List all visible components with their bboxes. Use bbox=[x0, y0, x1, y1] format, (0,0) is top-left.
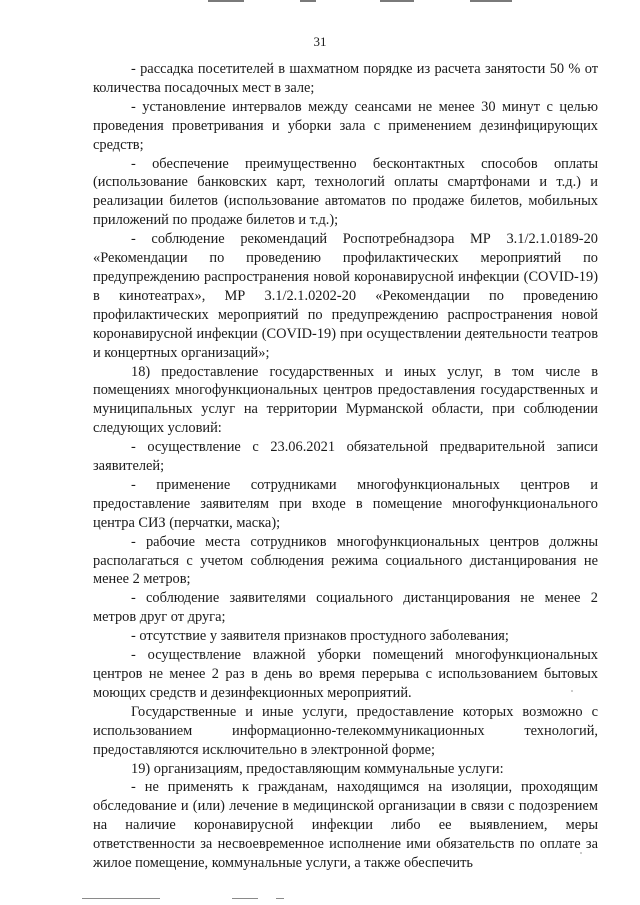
top-edge-mark bbox=[380, 0, 414, 2]
paragraph: - установление интервалов между сеансами не менее 30 минут с целью проведения проветривания и уборки зала с применением дезинфицирующих средств; bbox=[93, 98, 598, 153]
paragraph: - отсутствие у заявителя признаков простудного заболевания; bbox=[131, 628, 509, 645]
paragraph: - соблюдение рекомендаций Роспотребнадзора МР 3.1/2.1.0189-20 «Рекомендации по проведению профилактических мероприятий по предупреждению распространения новой коронавирусной инфекции (COVID-19) в кинотеатрах», МР 3.1/2.1.0202-20 «Рекомендации по проведению профилактических мероприятий по предупреждению распространения новой коронавирусной инфекции (COVID-19) при осуществлении деятельности театров и концертных организаций»; bbox=[93, 231, 598, 361]
scan-speck bbox=[571, 690, 573, 692]
top-edge-mark bbox=[208, 0, 244, 2]
paragraph: - применение сотрудниками многофункциональных центров и предоставление заявителям при входе в помещение многофункционального центра СИЗ (перчатки, маска); bbox=[93, 476, 598, 531]
paragraph: 19) организациям, предоставляющим коммунальные услуги: bbox=[131, 760, 504, 777]
bottom-edge-mark bbox=[82, 898, 160, 900]
document-body bbox=[93, 60, 598, 873]
paragraph: - соблюдение заявителями социального дистанцирования не менее 2 метров друг от друга; bbox=[93, 590, 598, 626]
paragraph: - не применять к гражданам, находящимся на изоляции, проходящим обследование и (или) лечение в медицинской организации в связи с подозрением на наличие коронавирусной инфекции либо ее выявлением, меры ответственности за несвоевременное исполнение ими обязательств по оплате за жилое помещение, коммунальные услуги, а также обеспечить bbox=[93, 779, 598, 872]
paragraph: - рассадка посетителей в шахматном порядке из расчета занятости 50 % от количества посадочных мест в зале; bbox=[93, 61, 598, 96]
top-edge-mark bbox=[470, 0, 512, 2]
page-number: 31 bbox=[313, 34, 327, 49]
scan-speck bbox=[580, 852, 582, 854]
bottom-edge-mark bbox=[232, 898, 258, 900]
bottom-edge-mark bbox=[276, 898, 284, 900]
top-edge-mark bbox=[300, 0, 316, 2]
paragraph: - рабочие места сотрудников многофункциональных центров должны располагаться с учетом соблюдения режима социального дистанцирования не менее 2 метров; bbox=[93, 533, 598, 588]
paragraph: - осуществление с 23.06.2021 обязательной предварительной записи заявителей; bbox=[93, 439, 598, 475]
paragraph: - осуществление влажной уборки помещений многофункциональных центров не менее 2 раз в день во время перерыва с использованием бытовых моющих средств и дезинфекционных мероприятий. bbox=[93, 647, 598, 701]
paragraph: Государственные и иные услуги, предоставление которых возможно с использованием информационно-телекоммуникационных технологий, предоставляются исключительно в электронной форме; bbox=[93, 703, 598, 758]
paragraph: - обеспечение преимущественно бесконтактных способов оплаты (использование банковских карт, технологий оплаты смартфонами и т.д.) и реализации билетов (использование автоматов по продаже билетов, мобильных приложений по продаже билетов и т.д.); bbox=[93, 155, 598, 229]
paragraph: 18) предоставление государственных и иных услуг, в том числе в помещениях многофункциональных центров предоставления государственных и муниципальных услуг на территории Мурманской области, при соблюдении следующих условий: bbox=[93, 363, 598, 437]
